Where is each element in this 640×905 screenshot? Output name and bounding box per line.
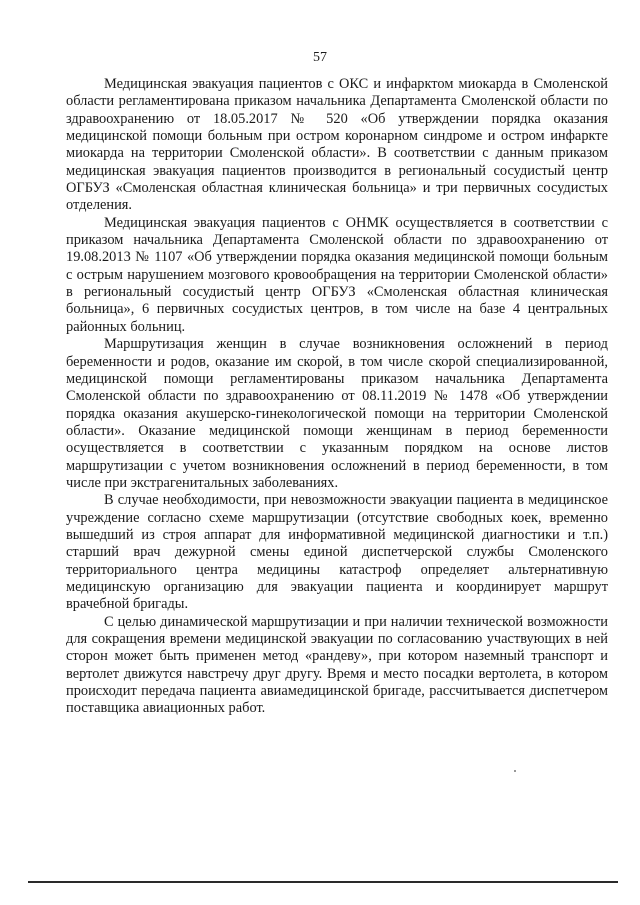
paragraph-obstetric-routing: Маршрутизация женщин в случае возникновения осложнений в период беременности и родов, оказание им скорой, в том числе скорой специализированной, медицинской помощи регламентированы приказом начальника Департамента Смоленской области по здравоохранению от 08.11.2019 № 1478 «Об утверждении порядка оказания акушерско-гинекологической помощи на территории Смоленской области». Оказание медицинской помощи женщинам в период беременности осуществляется в соответствии с указанным порядком на основе листов маршрутизации с учетом возникновения осложнений в период беременности, в том числе при экстрагенитальных заболеваниях. xyxy=(66,336,608,491)
bottom-divider-line xyxy=(28,881,618,883)
paragraph-rendezvous-method: С целью динамической маршрутизации и при наличии технической возможности для сокращения времени медицинской эвакуации по согласованию участвующих в ней сторон может быть применен метод «рандеву», при котором наземный транспорт и вертолет движутся навстречу друг другу. Время и место посадки вертолета, в котором происходит передача пациента авиамедицинской бригаде, рассчитывается диспетчером поставщика авиационных работ. xyxy=(66,613,608,717)
paragraph-alternative-routing: В случае необходимости, при невозможности эвакуации пациента в медицинское учреждение согласно схеме маршрутизации (отсутствие свободных коек, временно вышедший из строя аппарат для информативной медицинской диагностики и т.п.) старший врач дежурной смены единой диспетчерской службы Смоленского территориального центра медицины катастроф определяет альтернативную медицинскую организацию для эвакуации пациента и координирует маршрут врачебной бригады. xyxy=(66,492,608,613)
scan-artifact-dot xyxy=(514,770,516,772)
page-number: 57 xyxy=(313,50,327,65)
paragraph-acs-evacuation: Медицинская эвакуация пациентов с ОКС и инфарктом миокарда в Смоленской области регламентирована приказом начальника Департамента Смоленской области по здравоохранению от 18.05.2017 № 520 «Об утверждении порядка оказания медицинской помощи больным при остром коронарном синдроме и остром инфаркте миокарда на территории Смоленской области». В соответствии с данным приказом медицинская эвакуация пациентов производится в региональный сосудистый центр ОГБУЗ «Смоленская областная клиническая больница» и три первичных сосудистых отделения. xyxy=(66,76,608,214)
document-body xyxy=(66,76,608,718)
paragraph-stroke-evacuation: Медицинская эвакуация пациентов с ОНМК осуществляется в соответствии с приказом начальника Департамента Смоленской области по здравоохранению от 19.08.2013 № 1107 «Об утверждении порядка оказания медицинской помощи больным с острым нарушением мозгового кровообращения на территории Смоленской области» в региональный сосудистый центр ОГБУЗ «Смоленская областная клиническая больница», 6 первичных сосудистых центров, в том числе на базе 4 центральных районных больниц. xyxy=(66,214,608,335)
